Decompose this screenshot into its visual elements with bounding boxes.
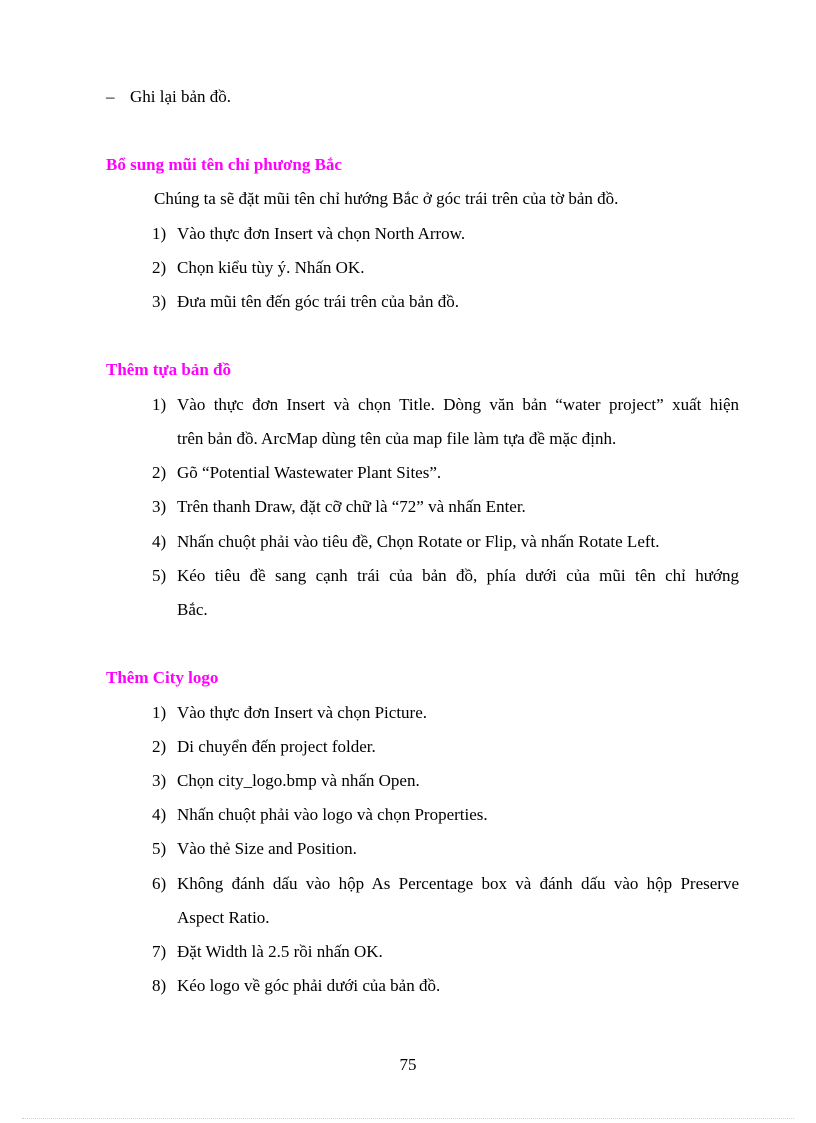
list-number: 3)	[152, 497, 167, 516]
list-item: Vào thực đơn Insert và chọn Picture.	[177, 703, 427, 722]
list-number: 8)	[152, 976, 167, 995]
list-number: 1)	[152, 395, 167, 414]
footer-divider	[22, 1118, 794, 1119]
section-heading-north-arrow: Bổ sung mũi tên chỉ phương Bắc	[106, 155, 342, 174]
list-item-line2: Bắc.	[177, 600, 208, 619]
list-item-line2: trên bản đồ. ArcMap dùng tên của map file làm tựa đề mặc định.	[177, 429, 617, 448]
list-number: 2)	[152, 737, 167, 756]
list-item: Vào thực đơn Insert và chọn North Arrow.	[177, 224, 466, 243]
page-number: 75	[399, 1055, 417, 1074]
list-number: 1)	[152, 703, 167, 722]
intro-dash: –	[106, 87, 115, 106]
list-number: 5)	[152, 566, 167, 585]
list-item-line1: Không đánh dấu vào hộp As Percentage box và đánh dấu vào hộp Preserve	[177, 874, 739, 893]
list-item: Gõ “Potential Wastewater Plant Sites”.	[177, 463, 442, 482]
section-paragraph: Chúng ta sẽ đặt mũi tên chỉ hướng Bắc ở góc trái trên của tờ bản đồ.	[154, 189, 619, 208]
list-item: Vào thẻ Size and Position.	[177, 839, 357, 858]
section-heading-city-logo: Thêm City logo	[106, 668, 219, 687]
list-number: 7)	[152, 942, 167, 961]
list-item: Chọn city_logo.bmp và nhấn Open.	[177, 771, 420, 790]
list-item: Kéo logo về góc phải dưới của bản đồ.	[177, 976, 441, 995]
intro-text: Ghi lại bản đồ.	[130, 87, 232, 106]
list-number: 3)	[152, 292, 167, 311]
list-item: Đưa mũi tên đến góc trái trên của bản đồ.	[177, 292, 460, 311]
list-number: 5)	[152, 839, 167, 858]
list-number: 3)	[152, 771, 167, 790]
list-number: 2)	[152, 463, 167, 482]
section-heading-map-title: Thêm tựa bản đồ	[106, 360, 231, 379]
list-item: Nhấn chuột phải vào tiêu đề, Chọn Rotate or Flip, và nhấn Rotate Left.	[177, 532, 660, 551]
list-number: 6)	[152, 874, 167, 893]
list-number: 2)	[152, 258, 167, 277]
list-item-line2: Aspect Ratio.	[177, 908, 270, 927]
list-number: 4)	[152, 532, 167, 551]
list-item: Di chuyển đến project folder.	[177, 737, 376, 756]
list-item-line1: Kéo tiêu đề sang cạnh trái của bản đồ, phía dưới của mũi tên chỉ hướng	[177, 566, 739, 585]
list-number: 4)	[152, 805, 167, 824]
list-item: Đặt Width là 2.5 rồi nhấn OK.	[177, 942, 383, 961]
list-number: 1)	[152, 224, 167, 243]
list-item: Nhấn chuột phải vào logo và chọn Properties.	[177, 805, 488, 824]
list-item-line1: Vào thực đơn Insert và chọn Title. Dòng văn bản “water project” xuất hiện	[177, 395, 739, 414]
list-item: Trên thanh Draw, đặt cỡ chữ là “72” và nhấn Enter.	[177, 497, 526, 516]
list-item: Chọn kiểu tùy ý. Nhấn OK.	[177, 258, 365, 277]
